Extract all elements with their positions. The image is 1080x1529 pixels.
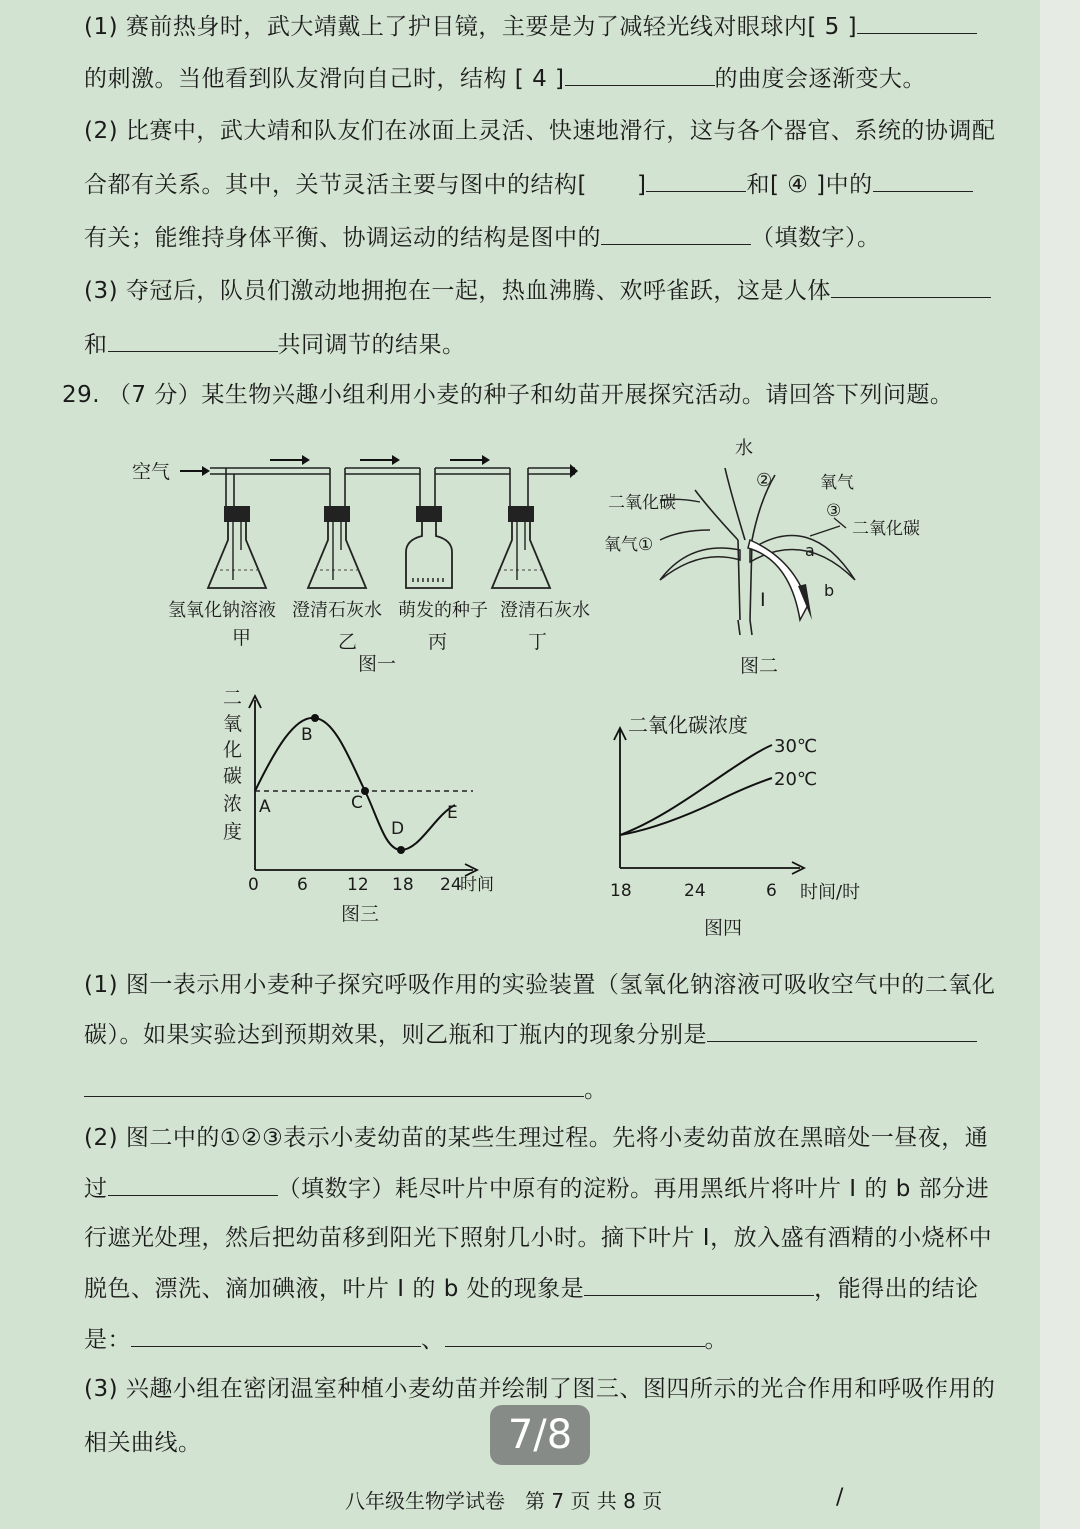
curve-30c [620,745,772,835]
question-29-2-line-3: 行遮光处理，然后把幼苗移到阳光下照射几小时。摘下叶片 I，放入盛有酒精的小烧杯中 [84,1225,993,1251]
line-text: 脱色、漂洗、滴加碘液，叶片 I 的 b 处的现象是 [84,1276,585,1302]
x-tick: 24 [440,875,462,895]
o2-right-label: 氧气 [820,473,854,493]
line-text: 、 [421,1327,445,1353]
question-29-1-line-1: (1) 图一表示用小麦种子探究呼吸作用的实验装置（氢氧化钠溶液可吸收空气中的二氧化 [84,972,996,998]
answer-blank [84,1076,584,1097]
pen-mark: / [836,1485,844,1510]
line-text: 和[ ④ ]中的 [746,172,873,198]
x-axis-label: 时间 [460,875,494,895]
y-axis-char: 度 [223,821,243,843]
question-29-title: 29. （7 分）某生物兴趣小组利用小麦的种子和幼苗开展探究活动。请回答下列问题。 [62,382,954,408]
line-text: 碳）。如果实验达到预期效果，则乙瓶和丁瓶内的现象分别是 [84,1022,707,1048]
co2-left-label: 二氧化碳 [608,493,676,513]
leaf-part-a-label: a [805,541,815,560]
question-29-2-line-2 [84,1174,989,1204]
answer-blank [108,331,278,352]
answer-blank [584,1275,814,1296]
bottle-label-ding: 澄清石灰水 [500,600,590,621]
x-tick: 6 [297,875,308,895]
line-text: （填数字）。 [751,225,881,251]
question-line-6 [84,276,991,306]
answer-blank [131,1326,421,1347]
bottle-letter-yi: 乙 [338,631,358,653]
figure-3-caption: 图三 [341,903,380,925]
point-B-label: B [301,725,313,745]
point-E-label: E [447,803,458,823]
line-text: 共同调节的结果。 [277,332,466,358]
series-30c-label: 30℃ [774,736,818,757]
line-text: （填数字）耗尽叶片中原有的淀粉。再用黑纸片将叶片 I 的 b 部分进 [277,1176,990,1202]
question-line-3: (2) 比赛中，武大靖和队友们在冰面上灵活、快速地滑行，这与各个器官、系统的协调配 [84,118,996,144]
bottle-letter-ding: 丁 [528,631,548,653]
figure-3-chart [215,680,515,930]
question-29-2-line-4 [84,1274,979,1304]
image-pager-indicator[interactable]: 7/8 [490,1405,590,1465]
water-label: 水 [735,438,753,459]
bottle-letter-jia: 甲 [232,627,252,649]
leaf-part-b-label: b [824,581,835,600]
page-edge [1040,0,1080,1529]
answer-blank [831,277,991,298]
y-axis-char: 碳 [223,765,243,787]
line-text: (3) 夺冠后，队员们激动地拥抱在一起，热血沸腾、欢呼雀跃，这是人体 [84,278,831,304]
figure-2-caption: 图二 [740,655,779,677]
question-29-3-line-1: (3) 兴趣小组在密闭温室种植小麦幼苗并绘制了图三、图四所示的光合作用和呼吸作用的 [84,1376,996,1402]
process-3-label: ③ [826,501,842,521]
series-20c-label: 20℃ [774,769,818,790]
question-line-4 [84,170,973,200]
figure-4-caption: 图四 [704,917,743,939]
line-text: 合都有关系。其中，关节灵活主要与图中的结构[ [84,172,587,198]
question-line-1 [84,12,977,42]
bottle-label-bing: 萌发的种子 [398,600,488,621]
answer-blank [857,13,977,34]
air-label: 空气 [132,461,171,483]
question-line-2 [84,64,926,94]
question-29-2-line-5 [84,1325,728,1355]
answer-blank [646,171,746,192]
curve-20c [620,778,772,835]
bottle-label-yi: 澄清石灰水 [292,600,382,621]
line-text: ，能得出的结论 [814,1276,979,1302]
bottle-label-jia: 氢氧化钠溶液 [168,600,276,621]
line-text: 是： [84,1327,131,1353]
x-axis-label: 时间/时 [800,882,861,903]
figure-1-caption: 图一 [358,653,397,675]
line-text: 有关；能维持身体平衡、协调运动的结构是图中的 [84,225,601,251]
y-axis-label: 二氧化碳浓度 [628,713,748,737]
answer-blank [108,1175,278,1196]
line-text: ] [636,172,647,198]
process-2-label: ② [756,470,773,491]
question-29-1-line-2 [84,1020,977,1050]
x-tick: 12 [347,875,369,895]
answer-blank [873,171,973,192]
point-A-label: A [259,797,271,817]
y-axis-char: 化 [223,739,243,761]
figure-2-seedling [600,430,940,680]
line-text: (1) 赛前热身时，武大靖戴上了护目镜，主要是为了减轻光线对眼球内[ 5 ] [84,14,858,40]
line-text: 过 [84,1176,108,1202]
line-text: 。 [704,1327,728,1353]
x-tick: 18 [392,875,414,895]
answer-blank [445,1326,705,1347]
x-tick: 6 [766,881,777,901]
bottle-letter-bing: 丙 [428,631,448,653]
figure-4-chart [600,700,900,945]
page-footer: 八年级生物学试卷 第 7 页 共 8 页 [345,1489,663,1513]
line-text: 和 [84,332,108,358]
co2-right-label: 二氧化碳 [852,519,920,539]
line-text: 的曲度会逐渐变大。 [714,66,927,92]
figure-1-apparatus [130,440,610,680]
point-C-label: C [351,793,363,813]
leaf-I-label: I [760,589,766,611]
y-axis-char: 氧 [223,713,243,735]
question-29-1-line-3 [84,1075,608,1105]
y-axis-char: 二 [223,687,243,709]
o2-left-label: 氧气① [604,535,654,555]
y-axis-char: 浓 [223,793,243,815]
x-tick: 24 [684,881,706,901]
answer-blank [707,1021,977,1042]
question-29-3-line-2: 相关曲线。 [84,1430,202,1456]
answer-blank [601,224,751,245]
answer-blank [565,65,715,86]
x-tick: 0 [248,875,259,895]
question-line-7 [84,330,466,360]
question-29-2-line-1: (2) 图二中的①②③表示小麦幼苗的某些生理过程。先将小麦幼苗放在黑暗处一昼夜，通 [84,1125,989,1151]
question-line-5 [84,223,881,253]
line-text: 的刺激。当他看到队友滑向自己时，结构 [ 4 ] [84,66,565,92]
x-tick: 18 [610,881,632,901]
point-D-label: D [391,819,405,839]
line-text: 。 [584,1077,608,1103]
